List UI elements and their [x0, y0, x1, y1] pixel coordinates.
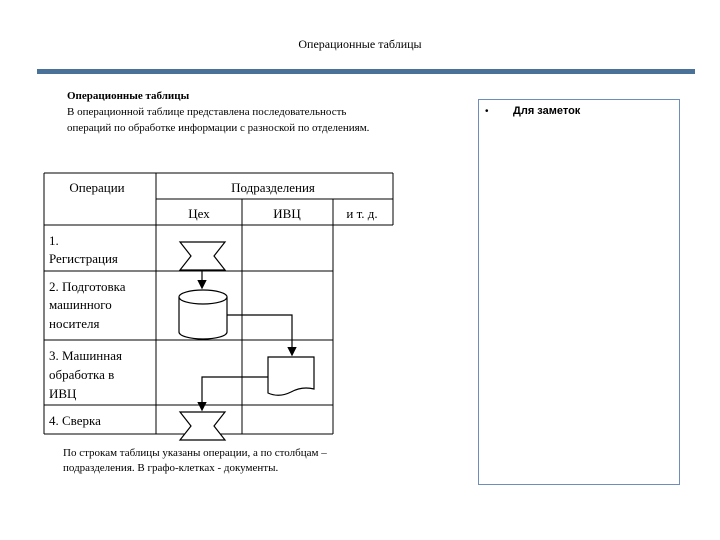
content-body-line-2: операций по обработке информации с разноской по отделениям.: [67, 122, 370, 134]
notes-bullet: •: [485, 106, 489, 117]
document-shape-processing: [268, 357, 314, 395]
column-tsekh: Цех: [188, 206, 210, 221]
arrow-storage-to-processing: [227, 315, 292, 354]
arrow-processing-to-reconciliation: [202, 377, 268, 409]
row-3-line-1: 3. Машинная: [49, 348, 122, 363]
caption-line-1: По строкам таблицы указаны операции, а по столбцам –: [63, 447, 327, 459]
cylinder-top: [179, 290, 227, 304]
content-body-line-1: В операционной таблице представлена последовательность: [67, 106, 347, 118]
row-4-line-1: 4. Сверка: [49, 413, 101, 428]
document-shape-reconciliation: [180, 412, 225, 440]
caption-line-2: подразделения. В графо-клетках - документы.: [63, 462, 279, 474]
slide-title: Операционные таблицы: [298, 37, 422, 51]
row-3-line-2: обработка в: [49, 367, 115, 382]
row-2-line-1: 2. Подготовка: [49, 279, 126, 294]
header-operations: Операции: [69, 180, 125, 195]
column-ivts: ИВЦ: [273, 206, 301, 221]
header-divisions: Подразделения: [231, 180, 315, 195]
row-2-line-2: машинного: [49, 297, 112, 312]
document-shape-registration: [180, 242, 225, 270]
column-etc: и т. д.: [346, 206, 378, 221]
notes-label: Для заметок: [513, 105, 581, 117]
row-1-line-2: Регистрация: [49, 251, 118, 266]
table-caption: [63, 446, 423, 476]
content-heading: Операционные таблицы: [67, 90, 190, 102]
row-3-line-3: ИВЦ: [49, 386, 77, 401]
row-2-line-3: носителя: [49, 316, 100, 331]
row-1-line-1: 1.: [49, 233, 59, 248]
